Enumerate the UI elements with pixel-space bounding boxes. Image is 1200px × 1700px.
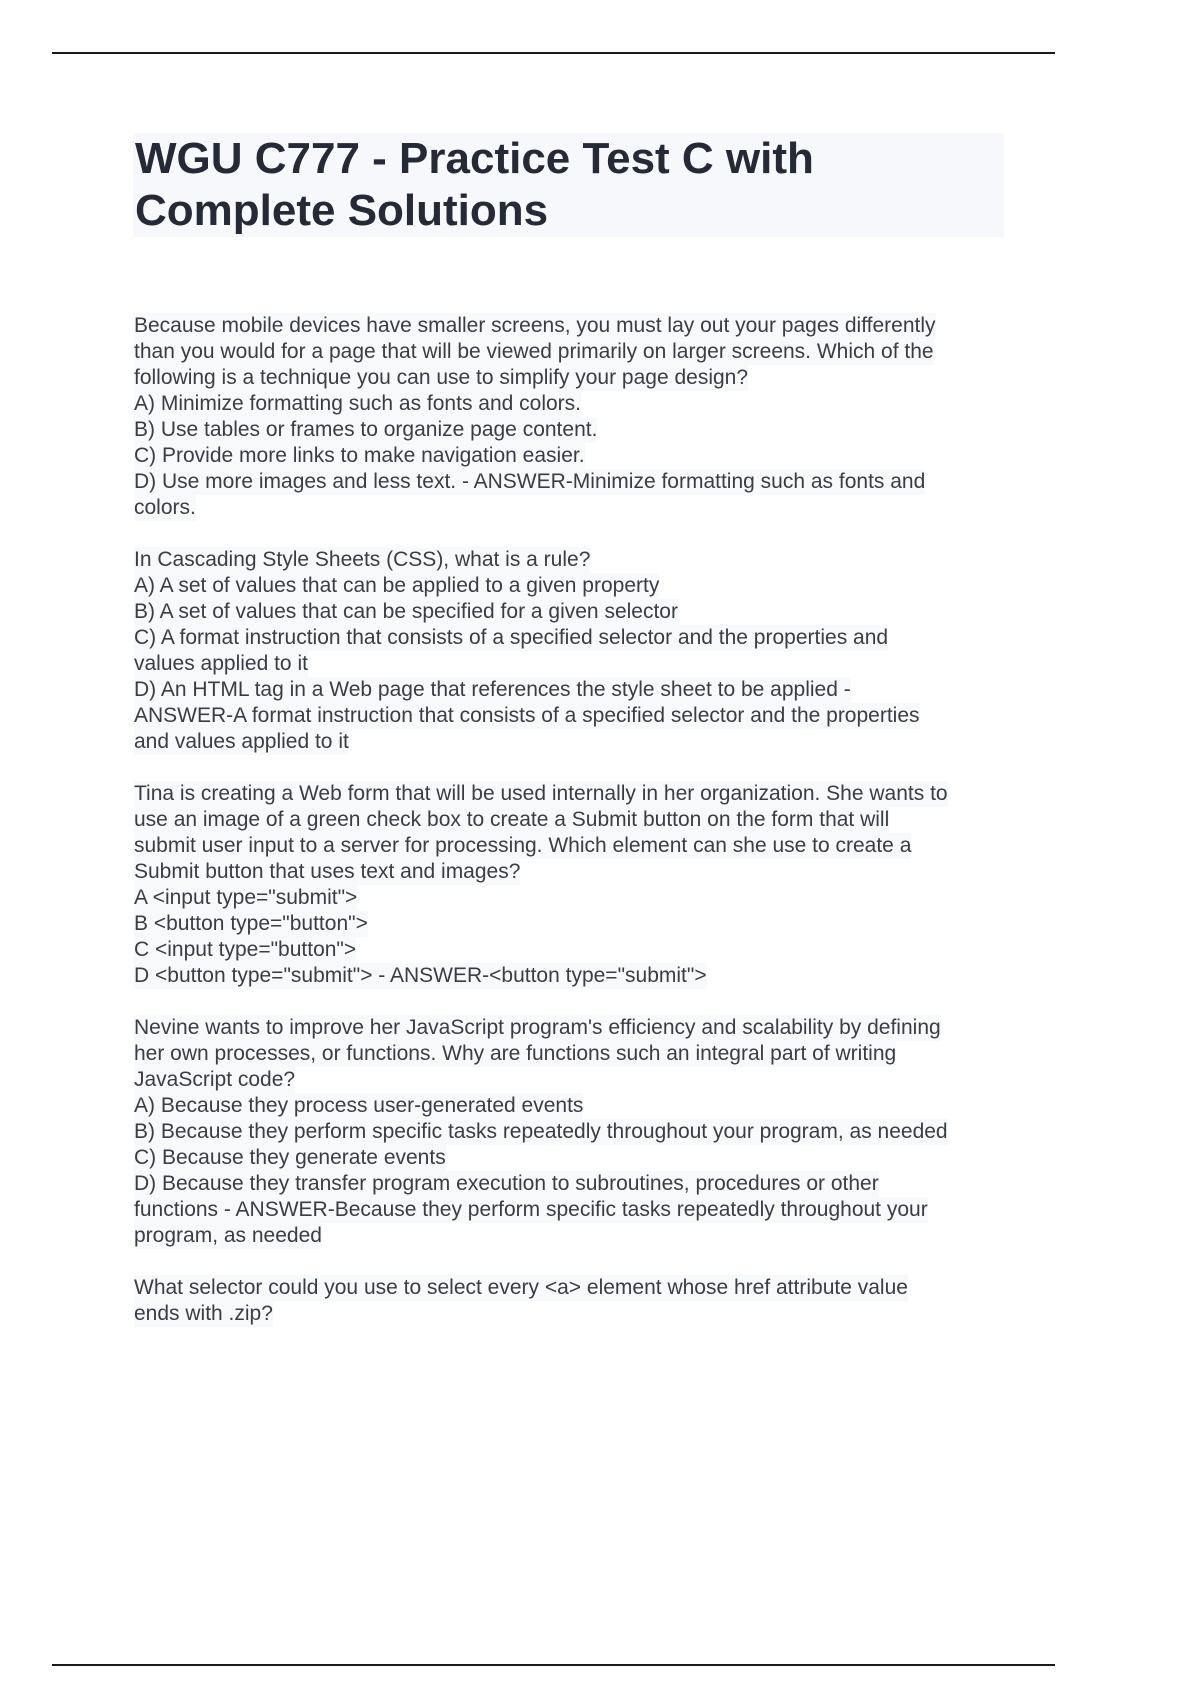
question-line: D) Use more images and less text. - ANSWER-Minimize formatting such as fonts and	[134, 470, 926, 493]
question-line: What selector could you use to select every <a> element whose href attribute value	[134, 1276, 908, 1299]
question-block	[134, 781, 1014, 989]
question-line: A) Because they process user-generated events	[134, 1094, 584, 1117]
question-line: C) Provide more links to make navigation easier.	[134, 444, 585, 467]
title-line: WGU C777 - Practice Test C with	[135, 134, 814, 183]
question-line: C) Because they generate events	[134, 1146, 446, 1169]
question-line: program, as needed	[134, 1224, 322, 1247]
question-block	[134, 1275, 1014, 1327]
question-line: A) A set of values that can be applied to a given property	[134, 574, 660, 597]
question-line: Because mobile devices have smaller screens, you must lay out your pages differently	[134, 314, 936, 337]
question-line: functions - ANSWER-Because they perform specific tasks repeatedly throughout your	[134, 1198, 928, 1221]
question-line: In Cascading Style Sheets (CSS), what is a rule?	[134, 548, 591, 571]
question-line: JavaScript code?	[134, 1068, 296, 1091]
question-line: C <input type="button">	[134, 938, 357, 961]
question-line: B) A set of values that can be specified for a given selector	[134, 600, 678, 623]
question-line: Tina is creating a Web form that will be used internally in her organization. She wants to	[134, 782, 948, 805]
question-line: D <button type="submit"> - ANSWER-<button type="submit">	[134, 964, 707, 987]
question-line: following is a technique you can use to simplify your page design?	[134, 366, 749, 389]
question-line: C) A format instruction that consists of a specified selector and the properties and	[134, 626, 889, 649]
document-title	[133, 133, 1004, 237]
bottom-rule	[52, 1664, 1055, 1666]
question-line: D) Because they transfer program execution to subroutines, procedures or other	[134, 1172, 879, 1195]
question-line: and values applied to it	[134, 730, 349, 753]
question-line: A) Minimize formatting such as fonts and colors.	[134, 392, 582, 415]
question-line: colors.	[134, 496, 196, 519]
question-block	[134, 547, 1014, 755]
question-line: submit user input to a server for processing. Which element can she use to create a	[134, 834, 912, 857]
question-line: use an image of a green check box to create a Submit button on the form that will	[134, 808, 890, 831]
question-line: ANSWER-A format instruction that consists of a specified selector and the properties	[134, 704, 920, 727]
title-line: Complete Solutions	[135, 186, 549, 235]
question-line: Submit button that uses text and images?	[134, 860, 521, 883]
question-line: B <button type="button">	[134, 912, 368, 935]
questions-list	[134, 313, 1014, 1353]
question-line: Nevine wants to improve her JavaScript program's efficiency and scalability by defining	[134, 1016, 941, 1039]
question-line: B) Because they perform specific tasks repeatedly throughout your program, as needed	[134, 1120, 948, 1143]
question-block	[134, 313, 1014, 521]
top-rule	[52, 52, 1055, 54]
question-block	[134, 1015, 1014, 1249]
question-line: her own processes, or functions. Why are functions such an integral part of writing	[134, 1042, 897, 1065]
question-line: A <input type="submit">	[134, 886, 358, 909]
question-line: B) Use tables or frames to organize page content.	[134, 418, 598, 441]
question-line: ends with .zip?	[134, 1302, 273, 1325]
question-line: than you would for a page that will be viewed primarily on larger screens. Which of the	[134, 340, 934, 363]
question-line: D) An HTML tag in a Web page that references the style sheet to be applied -	[134, 678, 851, 701]
question-line: values applied to it	[134, 652, 308, 675]
